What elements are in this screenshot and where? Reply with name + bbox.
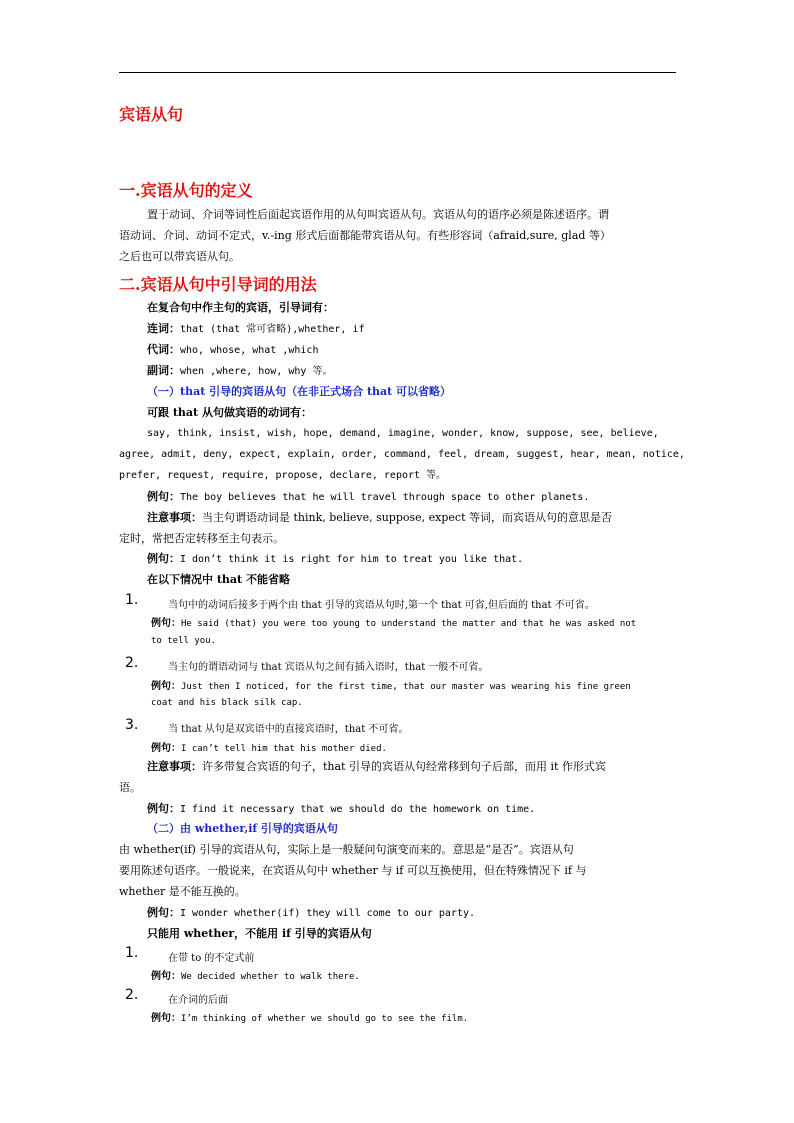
adv-text: when ,where, how, why 等。 — [180, 366, 333, 377]
list-item-example — [151, 677, 631, 692]
example-text: I wonder whether(if) they will come to our party. — [180, 908, 476, 919]
note-2-cont: 语。 — [119, 781, 141, 794]
example-text: The boy believes that he will travel through space to other planets. — [180, 492, 590, 503]
note-text: 许多带复合宾语的句子，that 引导的宾语从句经常移到句子后部，而用 it 作形式宾 — [202, 760, 606, 773]
example-label: 例句： — [151, 743, 181, 754]
pron-label: 代词： — [147, 343, 180, 356]
example-label: 例句： — [147, 906, 180, 919]
list-number: 1. — [125, 592, 139, 608]
list-item-example — [151, 1009, 468, 1024]
example-label: 例句： — [151, 681, 181, 692]
section1-line-1: 置于动词、介词等词性后面起宾语作用的从句叫宾语从句。宾语从句的语序必须是陈述语序。谓 — [147, 208, 609, 221]
subheading-whether: （二）由 whether,if 引导的宾语从句 — [147, 822, 338, 835]
keep-that-heading: 在以下情况中 that 不能省略 — [147, 573, 290, 586]
adv-label: 副词： — [147, 364, 180, 377]
list-item-text: 在带 to 的不定式前 — [168, 953, 255, 964]
verbs-line-1: say, think, insist, wish, hope, demand, imagine, wonder, know, suppose, see, believe, — [147, 428, 659, 439]
section1-line-2: 语动词、介词、动词不定式，v.-ing 形式后面都能带宾语从句。有些形容词（afraid,sure, glad 等） — [119, 229, 611, 242]
list-item-text: 在介词的后面 — [168, 995, 228, 1006]
note-2 — [147, 756, 606, 777]
example-4 — [147, 902, 475, 924]
verbs-line-2: agree, admit, deny, expect, explain, order, command, feel, dream, suggest, hear, mean, notice, — [119, 449, 685, 460]
conj-text: that (that 常可省略),whether, if — [180, 324, 365, 335]
example-text: I find it necessary that we should do the homework on time. — [180, 804, 536, 815]
example-1 — [147, 486, 589, 508]
example-label: 例句： — [151, 618, 181, 629]
conj-label: 连词： — [147, 322, 180, 335]
section1-heading: 一.宾语从句的定义 — [119, 181, 253, 200]
example-text: I can’t tell him that his mother died. — [181, 744, 387, 754]
example-3 — [147, 798, 535, 820]
note-label: 注意事项： — [147, 760, 202, 773]
list-item-example — [151, 614, 636, 629]
example-text: He said (that) you were too young to understand the matter and that he was asked not — [181, 619, 637, 629]
example-text: I’m thinking of whether we should go to see the film. — [181, 1014, 469, 1024]
whether-line-1: 由 whether(if) 引导的宾语从句，实际上是一般疑问句演变而来的。意思是“是否”。宾语从句 — [119, 843, 574, 856]
note-label: 注意事项： — [147, 511, 202, 524]
subheading-that: （一）that 引导的宾语从句（在非正式场合 that 可以省略） — [147, 385, 452, 398]
list-item-example-cont: to tell you. — [151, 636, 217, 646]
example-label: 例句： — [147, 490, 180, 503]
conj-row — [147, 318, 365, 340]
list-number: 2. — [125, 655, 139, 671]
adv-row — [147, 360, 332, 382]
list-item-example — [151, 739, 387, 754]
example-text: Just then I noticed, for the first time, that our master was wearing his fine green — [181, 682, 631, 692]
list-item-example — [151, 967, 360, 982]
example-label: 例句： — [151, 1013, 181, 1024]
example-text: I don’t think it is right for him to treat you like that. — [180, 554, 524, 565]
intro-text: 在复合句中作主句的宾语，引导词有： — [147, 301, 334, 314]
example-label: 例句： — [147, 802, 180, 815]
list-item-example-cont: coat and his black silk cap. — [151, 698, 303, 708]
section1-line-3: 之后也可以带宾语从句。 — [119, 250, 240, 263]
list-number: 1. — [125, 945, 139, 961]
example-2 — [147, 548, 523, 570]
list-item-text: 当主句的谓语动词与 that 宾语从句之间有插入语时，that 一般不可省。 — [168, 662, 489, 673]
note-1-cont: 定时，常把否定转移至主句表示。 — [119, 532, 284, 545]
note-1 — [147, 507, 612, 528]
list-item-text: 当 that 从句是双宾语中的直接宾语时，that 不可省。 — [168, 724, 409, 735]
whether-line-2: 要用陈述句语序。一般说来，在宾语从句中 whether 与 if 可以互换使用，但在特殊情况下 if 与 — [119, 864, 587, 877]
verbs-intro: 可跟 that 从句做宾语的动词有： — [147, 406, 312, 419]
example-label: 例句： — [151, 971, 181, 982]
whether-line-3: whether 是不能互换的。 — [119, 885, 246, 898]
pron-text: who, whose, what ,which — [180, 345, 319, 356]
example-label: 例句： — [147, 552, 180, 565]
list-number: 2. — [125, 987, 139, 1003]
list-number: 3. — [125, 717, 139, 733]
header-rule — [119, 72, 676, 73]
note-text: 当主句谓语动词是 think, believe, suppose, expect 等词，而宾语从句的意思是否 — [202, 511, 613, 524]
list-item-text: 当句中的动词后接多于两个由 that 引导的宾语从句时,第一个 that 可省,但后面的 that 不可省。 — [168, 600, 595, 611]
only-whether-heading: 只能用 whether，不能用 if 引导的宾语从句 — [147, 927, 372, 940]
example-text: We decided whether to walk there. — [181, 972, 360, 982]
pron-row — [147, 339, 318, 361]
page-title: 宾语从句 — [119, 105, 184, 124]
verbs-line-3: prefer, request, require, propose, declare, report 等。 — [119, 470, 447, 481]
section2-heading: 二.宾语从句中引导词的用法 — [119, 275, 317, 294]
